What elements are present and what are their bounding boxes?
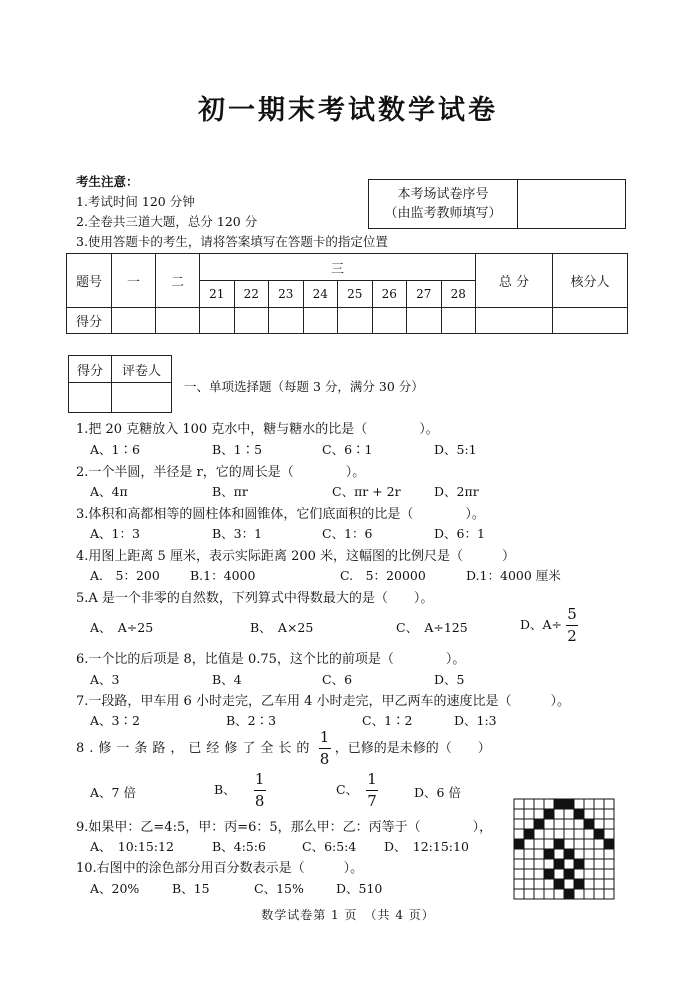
grid-cell [514, 879, 524, 889]
grid-cell [604, 799, 614, 809]
grid-cell-shaded [564, 799, 574, 809]
grid-cell-shaded [604, 839, 614, 849]
grid-cell [584, 839, 594, 849]
grid-cell [594, 859, 604, 869]
grid-cell [594, 809, 604, 819]
q3-option-d: D、6：1 [434, 526, 485, 541]
grid-cell [534, 829, 544, 839]
score-cell[interactable] [269, 308, 304, 334]
grid-cell [604, 889, 614, 899]
seq-sublabel: （由监考教师填写） [384, 206, 502, 221]
question-3: 3.体积和高都相等的圆柱体和圆锥体，它们底面积的比是（ ）。 [76, 507, 485, 522]
fraction-numerator: 1 [319, 728, 330, 746]
score-cell[interactable] [372, 308, 407, 334]
grid-cell [574, 839, 584, 849]
q1-option-d: D、5:1 [434, 442, 477, 457]
grid-cell [544, 819, 554, 829]
grid-cell [534, 889, 544, 899]
score-label: 得分 [67, 308, 112, 334]
grid-cell [534, 879, 544, 889]
exam-title: 初一期末考试数学试卷 [198, 95, 498, 126]
notice-heading: 考生注意： [76, 174, 139, 189]
grid-cell [564, 859, 574, 869]
checker-header: 核分人 [553, 254, 628, 308]
question-1: 1.把 20 克糖放入 100 克水中，糖与糖水的比是（ ）。 [76, 422, 439, 437]
grid-cell-shaded [534, 819, 544, 829]
q8-option-b-label: B、 [214, 782, 236, 797]
q4-option-a: A. 5：200 [90, 568, 160, 583]
grid-cell [584, 809, 594, 819]
grid-cell [604, 819, 614, 829]
grid-cell [564, 879, 574, 889]
q8-option-a: A、7 倍 [90, 785, 136, 800]
grid-cell-shaded [564, 869, 574, 879]
notice-item: 1.考试时间 120 分钟 [76, 194, 195, 209]
grid-cell [514, 829, 524, 839]
grid-cell [514, 869, 524, 879]
q2-option-d: D、2πr [434, 484, 479, 499]
q5-option-b: B、 A×25 [250, 620, 314, 635]
grid-cell [574, 849, 584, 859]
grid-cell-shaded [584, 819, 594, 829]
part-one-header: 一 [112, 254, 156, 308]
grid-cell [584, 799, 594, 809]
grid-cell [514, 859, 524, 869]
grid-cell-shaded [544, 869, 554, 879]
grid-cell [564, 839, 574, 849]
grid-cell [604, 869, 614, 879]
grid-cell [594, 819, 604, 829]
grid-cell [574, 889, 584, 899]
grid-cell [534, 799, 544, 809]
question-5: 5.A 是一个非零的自然数，下列算式中得数最大的是（ ）。 [76, 591, 434, 606]
q10-option-c: C、15% [254, 881, 304, 896]
q8-stem-post: ，已修的是未修的（ ） [334, 741, 491, 756]
grid-cell [554, 829, 564, 839]
grid-cell-shaded [574, 879, 584, 889]
fraction-denominator: 2 [567, 627, 577, 645]
sub-number: 21 [200, 281, 235, 308]
grid-cell [534, 869, 544, 879]
grid-cell [594, 879, 604, 889]
sub-number: 24 [303, 281, 338, 308]
q9-option-b: B、4:5:6 [212, 839, 266, 854]
q8-c-fraction [366, 772, 378, 809]
grid-cell-shaded [554, 799, 564, 809]
grid-cell [544, 839, 554, 849]
part-three-header: 三 [200, 254, 476, 281]
paper-sequence-box [368, 179, 626, 229]
q6-option-c: C、6 [322, 672, 353, 687]
grader-box [68, 355, 172, 413]
grid-cell [594, 869, 604, 879]
grader-label: 评卷人 [112, 356, 172, 383]
grid-cell [524, 799, 534, 809]
q5-option-c: C、 A÷125 [396, 620, 468, 635]
sub-number: 28 [441, 281, 476, 308]
grid-cell [544, 799, 554, 809]
notice-block [76, 172, 388, 252]
q5-option-d-label: D、A÷ [520, 617, 563, 632]
grader-score-cell[interactable] [69, 383, 112, 413]
grid-cell [544, 829, 554, 839]
grid-cell-shaded [594, 829, 604, 839]
q8-option-c [336, 772, 378, 809]
grid-cell [584, 859, 594, 869]
grid-cell [584, 849, 594, 859]
grid-cell [534, 839, 544, 849]
q1-option-c: C、6∶1 [322, 442, 373, 457]
q6-option-d: D、5 [434, 672, 465, 687]
page-footer: 数学试卷第 1 页 （共 4 页） [261, 908, 435, 922]
grid-cell-shaded [574, 809, 584, 819]
q3-option-a: A、1：3 [90, 526, 140, 541]
grid-cell [584, 879, 594, 889]
total-header: 总 分 [476, 254, 553, 308]
seq-number-field[interactable] [518, 180, 626, 229]
question-9: 9.如果甲：乙=4:5，甲：丙=6：5，那么甲：乙：丙等于（ ）， [76, 820, 493, 835]
q6-option-b: B、4 [212, 672, 242, 687]
fraction-numerator: 1 [367, 770, 377, 788]
fraction-bar [366, 790, 378, 791]
grid-cell [574, 819, 584, 829]
score-cell[interactable] [553, 308, 628, 334]
q5-fraction [566, 607, 578, 644]
grid-cell [564, 819, 574, 829]
q5-option-d [520, 607, 578, 644]
grid-cell [524, 869, 534, 879]
fraction-numerator: 5 [567, 605, 577, 623]
score-cell[interactable] [338, 308, 373, 334]
grid-cell-shaded [564, 849, 574, 859]
fraction-denominator: 8 [254, 792, 265, 810]
grid-cell [524, 859, 534, 869]
grid-cell-shaded [514, 839, 524, 849]
row-label: 题号 [67, 254, 112, 308]
grid-cell-shaded [564, 889, 574, 899]
question-4: 4.用图上距离 5 厘米，表示实际距离 200 米，这幅图的比例尺是（ ） [76, 549, 516, 564]
grid-cell [514, 849, 524, 859]
sub-number: 27 [407, 281, 442, 308]
q7-option-d: D、1:3 [454, 713, 497, 728]
fraction-numerator: 1 [254, 770, 265, 788]
score-cell[interactable] [112, 308, 156, 334]
q4-option-d: D.1：4000 厘米 [466, 568, 561, 583]
grid-cell-shaded [544, 809, 554, 819]
grid-cell-shaded [524, 829, 534, 839]
score-cell[interactable] [407, 308, 442, 334]
grid-cell [524, 819, 534, 829]
grid-cell [514, 799, 524, 809]
question-2: 2.一个半圆，半径是 r，它的周长是（ ）。 [76, 465, 366, 480]
q1-option-a: A、1∶6 [90, 442, 140, 457]
q8-option-d: D、6 倍 [414, 785, 461, 800]
grid-cell [554, 819, 564, 829]
grid-cell [544, 889, 554, 899]
grid-cell [574, 829, 584, 839]
sub-number: 23 [269, 281, 304, 308]
question-6: 6.一个比的后项是 8，比值是 0.75，这个比的前项是（ ）。 [76, 652, 466, 667]
q4-option-b: B.1：4000 [190, 568, 256, 583]
q6-option-a: A、3 [90, 672, 120, 687]
grid-cell-shaded [554, 879, 564, 889]
grid-cell [514, 809, 524, 819]
grid-cell [524, 809, 534, 819]
seq-label: 本考场试卷序号 [397, 187, 489, 202]
sub-number: 26 [372, 281, 407, 308]
grid-cell [514, 889, 524, 899]
notice-item: 2.全卷共三道大题，总分 120 分 [76, 214, 258, 229]
grid-cell [544, 859, 554, 869]
q2-option-b: B、πr [212, 484, 248, 499]
q7-option-c: C、1∶2 [362, 713, 413, 728]
grid-cell [524, 879, 534, 889]
grid-cell [604, 859, 614, 869]
score-cell[interactable] [303, 308, 338, 334]
q8-option-c-label: C、 [336, 782, 359, 797]
shaded-grid-figure [512, 797, 616, 901]
notice-item: 3.使用答题卡的考生，请将答案填写在答题卡的指定位置 [76, 234, 388, 249]
grid-cell [534, 809, 544, 819]
score-cell[interactable] [156, 308, 200, 334]
grid-cell [594, 849, 604, 859]
score-table [66, 253, 628, 334]
q9-option-d: D、 12:15:10 [384, 839, 469, 854]
q2-option-c: C、πr + 2r [332, 484, 401, 499]
q10-option-d: D、510 [336, 881, 383, 896]
grid-cell [564, 829, 574, 839]
q8-b-fraction [254, 772, 266, 809]
q1-option-b: B、1∶5 [212, 442, 263, 457]
grid-cell [604, 829, 614, 839]
grid-cell [524, 849, 534, 859]
fraction-bar [319, 748, 331, 749]
grid-cell [594, 839, 604, 849]
score-cell[interactable] [234, 308, 269, 334]
score-cell[interactable] [200, 308, 235, 334]
question-10: 10.右图中的涂色部分用百分数表示是（ ）。 [76, 861, 364, 876]
grader-name-cell[interactable] [112, 383, 172, 413]
grid-cell [524, 889, 534, 899]
grid-cell [594, 889, 604, 899]
grid-cell [584, 829, 594, 839]
q8-option-b [214, 772, 266, 809]
grid-cell-shaded [554, 839, 564, 849]
fraction-bar [254, 790, 266, 791]
q9-option-a: A、 10:15:12 [90, 839, 174, 854]
grid-cell [554, 869, 564, 879]
grid-cell-shaded [554, 859, 564, 869]
grid-cell [604, 809, 614, 819]
part-two-header: 二 [156, 254, 200, 308]
grader-score-label: 得分 [69, 356, 112, 383]
grid-cell [594, 799, 604, 809]
grid-cell-shaded [544, 849, 554, 859]
q3-option-c: C、1：6 [322, 526, 373, 541]
q2-option-a: A、4π [90, 484, 128, 499]
score-cell[interactable] [441, 308, 476, 334]
grid-cell [524, 839, 534, 849]
grid-cell [604, 849, 614, 859]
grid-cell [584, 889, 594, 899]
q8-fraction [319, 730, 331, 767]
q4-option-c: C. 5：20000 [340, 568, 426, 583]
q8-stem-pre: 8.修一条路，已经修了全长的 [76, 741, 315, 756]
grid-cell [574, 799, 584, 809]
grid-cell [534, 849, 544, 859]
fraction-bar [566, 625, 578, 626]
fraction-denominator: 7 [367, 792, 377, 810]
q7-option-a: A、3∶2 [90, 713, 140, 728]
grid-cell [554, 849, 564, 859]
grid-cell-shaded [574, 859, 584, 869]
sub-number: 22 [234, 281, 269, 308]
grid-cell [544, 879, 554, 889]
grid-cell [584, 869, 594, 879]
q3-option-b: B、3：1 [212, 526, 263, 541]
question-7: 7.一段路，甲车用 6 小时走完，乙车用 4 小时走完，甲乙两车的速度比是（ ）。 [76, 694, 570, 709]
q7-option-b: B、2∶3 [226, 713, 277, 728]
grid-cell [564, 809, 574, 819]
q5-option-a: A、 A÷25 [90, 620, 154, 635]
grid-cell [534, 859, 544, 869]
grid-cell [554, 889, 564, 899]
q10-option-a: A、20% [90, 881, 140, 896]
grid-cell [554, 809, 564, 819]
fraction-denominator: 8 [319, 750, 330, 768]
score-cell[interactable] [476, 308, 553, 334]
q9-option-c: C、6:5:4 [302, 839, 357, 854]
sub-number: 25 [338, 281, 373, 308]
question-8 [76, 730, 491, 767]
q10-option-b: B、15 [172, 881, 210, 896]
section-title: 一、单项选择题（每题 3 分，满分 30 分） [184, 379, 424, 394]
grid-cell [514, 819, 524, 829]
grid-cell [574, 869, 584, 879]
grid-cell [604, 879, 614, 889]
